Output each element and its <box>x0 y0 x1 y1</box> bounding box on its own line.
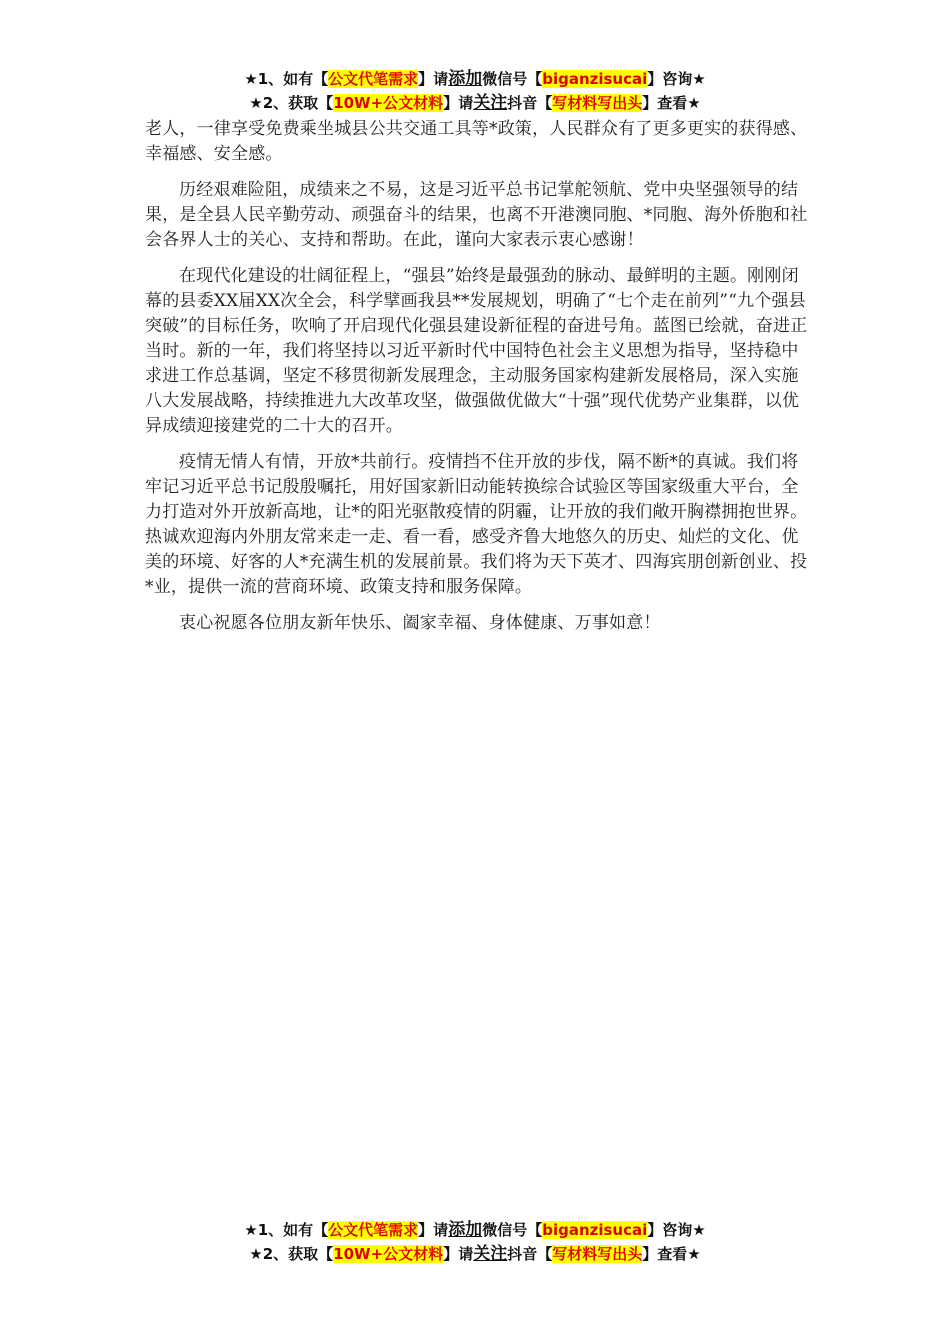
paragraph: 老人，一律享受免费乘坐城县公共交通工具等*政策，人民群众有了更多更实的获得感、幸福感、安全感。 <box>145 119 808 164</box>
banner-text: ★1、如有【 <box>244 1221 329 1239</box>
banner-highlight: 10W+公文材料 <box>333 1245 444 1263</box>
banner-line-1 <box>0 67 950 91</box>
banner-text: 微信号【 <box>482 1221 543 1239</box>
banner-text: ★1、如有【 <box>244 70 329 88</box>
footer-banner <box>0 1218 950 1266</box>
banner-line-1 <box>0 1218 950 1242</box>
banner-text: ★2、获取【 <box>249 94 334 112</box>
banner-text: 】咨询★ <box>647 70 706 88</box>
header-banner <box>0 67 950 115</box>
paragraph: 疫情无情人有情，开放*共前行。疫情挡不住开放的步伐，隔不断*的真诚。我们将牢记习近平总书记殷殷嘱托，用好国家新旧动能转换综合试验区等国家级重大平台，全力打造对外开放新高地，让*的阳光驱散疫情的阴霾，让开放的我们敞开胸襟拥抱世界。热诚欢迎海内外朋友常来走一走、看一看，感受齐鲁大地悠久的历史、灿烂的文化、优美的环境、好客的人*充满生机的发展前景。我们将为天下英才、四海宾朋创新创业、投*业，提供一流的营商环境、政策支持和服务保障。 <box>145 452 808 597</box>
banner-highlight: biganzisucai <box>542 1221 648 1239</box>
banner-text: 】查看★ <box>642 94 701 112</box>
banner-line-2 <box>0 91 950 115</box>
paragraph: 衷心祝愿各位朋友新年快乐、阖家幸福、身体健康、万事如意！ <box>179 613 661 633</box>
banner-text: 】咨询★ <box>647 1221 706 1239</box>
paragraph: 在现代化建设的壮阔征程上，“强县”始终是最强劲的脉动、最鲜明的主题。刚刚闭幕的县委XX届XX次全会，科学擘画我县**发展规划，明确了“七个走在前列”“九个强县突破”的目标任务，吹响了开启现代化强县建设新征程的奋进号角。蓝图已绘就，奋进正当时。新的一年，我们将坚持以习近平新时代中国特色社会主义思想为指导，坚持稳中求进工作总基调，坚定不移贯彻新发展理念，主动服务国家构建新发展格局，深入实施八大发展战略，持续推进九大改革攻坚，做强做优做大“十强”现代优势产业集群，以优异成绩迎接建党的二十大的召开。 <box>145 266 808 436</box>
banner-underlined: 关注 <box>473 93 508 113</box>
banner-text: 】请 <box>443 94 474 112</box>
banner-underlined: 关注 <box>473 1244 508 1264</box>
banner-text: 】请 <box>418 1221 449 1239</box>
banner-highlight: biganzisucai <box>542 70 648 88</box>
banner-highlight: 写材料写出头 <box>552 1245 643 1263</box>
banner-line-2 <box>0 1242 950 1266</box>
document-body <box>145 117 810 647</box>
banner-text: 】请 <box>418 70 449 88</box>
banner-highlight: 10W+公文材料 <box>333 94 444 112</box>
banner-text: 抖音【 <box>507 94 553 112</box>
banner-underlined: 添加 <box>448 1220 483 1240</box>
paragraph: 历经艰难险阻，成绩来之不易，这是习近平总书记掌舵领航、党中央坚强领导的结果，是全县人民辛勤劳动、顽强奋斗的结果，也离不开港澳同胞、*同胞、海外侨胞和社会各界人士的关心、支持和帮助。在此，谨向大家表示衷心感谢！ <box>145 180 808 250</box>
banner-text: 微信号【 <box>482 70 543 88</box>
banner-highlight: 公文代笔需求 <box>328 70 419 88</box>
banner-underlined: 添加 <box>448 69 483 89</box>
banner-text: 】请 <box>443 1245 474 1263</box>
banner-text: ★2、获取【 <box>249 1245 334 1263</box>
banner-highlight: 公文代笔需求 <box>328 1221 419 1239</box>
banner-text: 抖音【 <box>507 1245 553 1263</box>
banner-highlight: 写材料写出头 <box>552 94 643 112</box>
banner-text: 】查看★ <box>642 1245 701 1263</box>
